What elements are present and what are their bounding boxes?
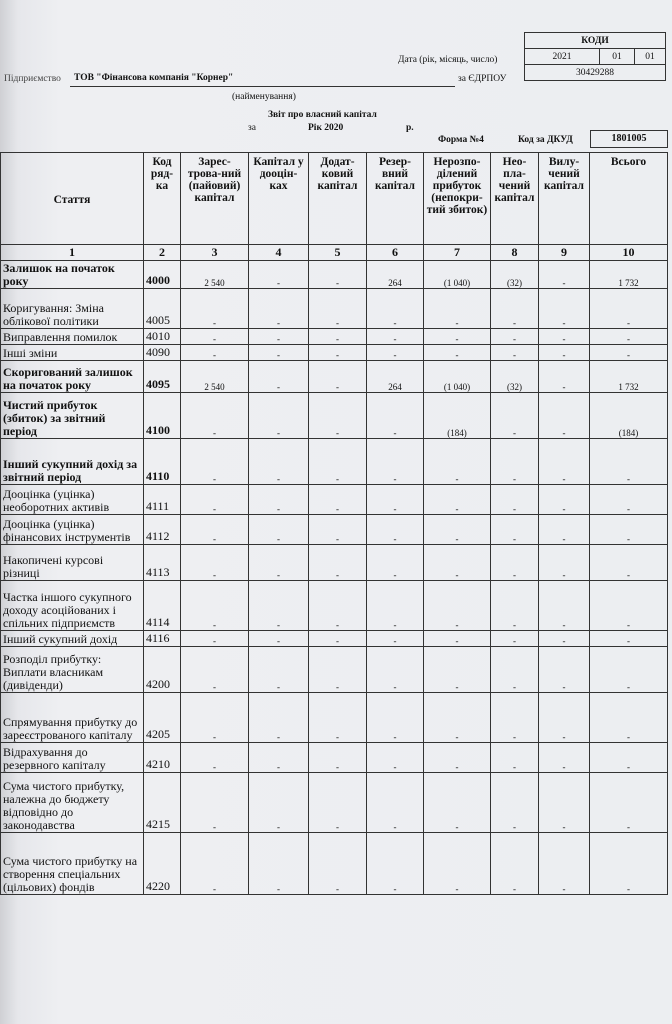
table-row — [1, 833, 668, 895]
value-cell: - — [590, 581, 668, 631]
table-row — [1, 743, 668, 773]
column-number: 1 — [1, 245, 144, 261]
table-row — [1, 631, 668, 647]
value-cell: - — [590, 515, 668, 545]
value-cell: - — [249, 329, 309, 345]
row-code: 4112 — [144, 515, 181, 545]
row-label: Сума чистого прибутку на створення спеціальних (цільових) фондів — [1, 833, 144, 895]
row-label: Накопичені курсові різниці — [1, 545, 144, 581]
row-code: 4220 — [144, 833, 181, 895]
value-cell: - — [309, 485, 367, 515]
value-cell: - — [539, 743, 590, 773]
value-cell: - — [424, 647, 491, 693]
date-day: 01 — [635, 49, 666, 65]
value-cell: - — [491, 631, 539, 647]
value-cell: - — [367, 289, 424, 329]
value-cell: - — [590, 647, 668, 693]
column-header: Додат-ковий капітал — [309, 153, 367, 245]
table-row — [1, 393, 668, 439]
period-prefix: за — [248, 123, 256, 133]
codes-box — [524, 32, 666, 81]
row-label: Виправлення помилок — [1, 329, 144, 345]
value-cell: (1 040) — [424, 361, 491, 393]
value-cell: - — [491, 515, 539, 545]
value-cell: - — [249, 647, 309, 693]
row-label: Дооцінка (уцінка) фінансових інструментів — [1, 515, 144, 545]
value-cell: - — [491, 485, 539, 515]
column-number: 8 — [491, 245, 539, 261]
value-cell: - — [539, 647, 590, 693]
value-cell: - — [249, 361, 309, 393]
value-cell: - — [491, 647, 539, 693]
value-cell: - — [309, 345, 367, 361]
row-code: 4116 — [144, 631, 181, 647]
column-header: Вилу-чений капітал — [539, 153, 590, 245]
column-number: 9 — [539, 245, 590, 261]
value-cell: - — [590, 345, 668, 361]
enterprise-label: Підприємство — [4, 74, 61, 84]
row-label: Інші зміни — [1, 345, 144, 361]
value-cell: (1 040) — [424, 261, 491, 289]
row-label: Сума чистого прибутку, належна до бюджету відповідно до законодавства — [1, 773, 144, 833]
table-body — [1, 261, 668, 895]
value-cell: - — [367, 393, 424, 439]
value-cell: - — [491, 545, 539, 581]
value-cell: - — [309, 289, 367, 329]
value-cell: - — [491, 345, 539, 361]
value-cell: - — [491, 743, 539, 773]
form-number: Форма №4 — [438, 135, 484, 145]
value-cell: - — [539, 773, 590, 833]
edrpou-label: за ЄДРПОУ — [458, 74, 507, 84]
value-cell: - — [367, 545, 424, 581]
table-row — [1, 439, 668, 485]
row-label: Відрахування до резервного капіталу — [1, 743, 144, 773]
value-cell: - — [539, 329, 590, 345]
value-cell: - — [249, 773, 309, 833]
value-cell: - — [249, 393, 309, 439]
table-row — [1, 773, 668, 833]
value-cell: - — [309, 647, 367, 693]
value-cell: - — [249, 515, 309, 545]
value-cell: - — [249, 581, 309, 631]
value-cell: - — [539, 631, 590, 647]
row-code: 4090 — [144, 345, 181, 361]
value-cell: - — [590, 631, 668, 647]
row-code: 4000 — [144, 261, 181, 289]
row-label: Розподіл прибутку: Виплати власникам (дивіденди) — [1, 647, 144, 693]
codes-title: КОДИ — [525, 33, 666, 49]
value-cell: 264 — [367, 361, 424, 393]
value-cell: - — [181, 345, 249, 361]
value-cell: - — [181, 773, 249, 833]
date-year: 2021 — [525, 49, 600, 65]
row-label: Спрямування прибутку до зареєстрованого капіталу — [1, 693, 144, 743]
value-cell: - — [491, 329, 539, 345]
value-cell: - — [367, 743, 424, 773]
row-label: Інший сукупний дохід за звітний період — [1, 439, 144, 485]
value-cell: - — [491, 289, 539, 329]
value-cell: (32) — [491, 361, 539, 393]
row-label: Інший сукупний дохід — [1, 631, 144, 647]
column-header: Код ряд-ка — [144, 153, 181, 245]
name-caption: (найменування) — [232, 92, 296, 102]
value-cell: - — [181, 393, 249, 439]
row-code: 4205 — [144, 693, 181, 743]
column-header: Зарес-трова-ний (пайовий) капітал — [181, 153, 249, 245]
row-code: 4111 — [144, 485, 181, 515]
value-cell: - — [309, 361, 367, 393]
value-cell: - — [590, 833, 668, 895]
value-cell: - — [424, 329, 491, 345]
value-cell: - — [424, 743, 491, 773]
column-number: 4 — [249, 245, 309, 261]
value-cell: - — [539, 361, 590, 393]
value-cell: - — [539, 693, 590, 743]
value-cell: - — [181, 631, 249, 647]
row-label: Частка іншого сукупного доходу асоційованих і спільних підприємств — [1, 581, 144, 631]
value-cell: - — [249, 439, 309, 485]
value-cell: 264 — [367, 261, 424, 289]
row-label: Коригування: Зміна облікової політики — [1, 289, 144, 329]
column-number: 10 — [590, 245, 668, 261]
value-cell: - — [309, 773, 367, 833]
value-cell: - — [539, 581, 590, 631]
row-code: 4215 — [144, 773, 181, 833]
value-cell: - — [424, 289, 491, 329]
value-cell: - — [309, 329, 367, 345]
value-cell: - — [309, 833, 367, 895]
period-suffix: р. — [406, 123, 414, 133]
value-cell: - — [367, 647, 424, 693]
value-cell: - — [424, 485, 491, 515]
value-cell: - — [424, 773, 491, 833]
value-cell: - — [539, 261, 590, 289]
value-cell: - — [249, 545, 309, 581]
table-row — [1, 261, 668, 289]
value-cell: - — [590, 289, 668, 329]
row-code: 4100 — [144, 393, 181, 439]
value-cell: - — [309, 261, 367, 289]
value-cell: - — [424, 581, 491, 631]
table-row — [1, 485, 668, 515]
row-label: Чистий прибуток (збиток) за звітний період — [1, 393, 144, 439]
value-cell: - — [491, 393, 539, 439]
value-cell: - — [424, 345, 491, 361]
column-header: Резер-вний капітал — [367, 153, 424, 245]
table-row — [1, 289, 668, 329]
value-cell: - — [367, 833, 424, 895]
value-cell: - — [424, 439, 491, 485]
column-number: 6 — [367, 245, 424, 261]
value-cell: - — [181, 439, 249, 485]
column-header: Всього — [590, 153, 668, 245]
value-cell: - — [181, 289, 249, 329]
value-cell: - — [539, 545, 590, 581]
value-cell: - — [181, 693, 249, 743]
value-cell: - — [539, 833, 590, 895]
value-cell: - — [249, 631, 309, 647]
value-cell: - — [590, 545, 668, 581]
value-cell: - — [367, 515, 424, 545]
equity-table — [0, 152, 668, 895]
table-row — [1, 693, 668, 743]
row-code: 4113 — [144, 545, 181, 581]
column-number: 3 — [181, 245, 249, 261]
value-cell: - — [181, 833, 249, 895]
column-number: 5 — [309, 245, 367, 261]
value-cell: - — [181, 581, 249, 631]
column-header: Стаття — [1, 153, 144, 245]
value-cell: - — [249, 485, 309, 515]
dkud-code: 1801005 — [590, 130, 668, 148]
row-code: 4200 — [144, 647, 181, 693]
value-cell: - — [590, 693, 668, 743]
value-cell: - — [367, 439, 424, 485]
column-header: Нерозпо-ділений прибуток (непокри-тий збиток) — [424, 153, 491, 245]
report-title: Звіт про власний капітал — [268, 110, 377, 120]
value-cell: - — [181, 329, 249, 345]
value-cell: (184) — [424, 393, 491, 439]
value-cell: - — [309, 393, 367, 439]
value-cell: - — [367, 631, 424, 647]
table-row — [1, 581, 668, 631]
value-cell: - — [309, 743, 367, 773]
value-cell: - — [424, 833, 491, 895]
value-cell: - — [181, 647, 249, 693]
value-cell: - — [590, 329, 668, 345]
value-cell: - — [539, 289, 590, 329]
row-label: Дооцінка (уцінка) необоротних активів — [1, 485, 144, 515]
value-cell: - — [367, 581, 424, 631]
value-cell: - — [309, 581, 367, 631]
value-cell: - — [309, 693, 367, 743]
enterprise-underline — [70, 86, 455, 87]
value-cell: 1 732 — [590, 361, 668, 393]
value-cell: - — [424, 515, 491, 545]
value-cell: 2 540 — [181, 361, 249, 393]
value-cell: - — [424, 693, 491, 743]
edrpou-code: 30429288 — [525, 65, 666, 81]
value-cell: - — [491, 833, 539, 895]
value-cell: - — [590, 439, 668, 485]
enterprise-name: ТОВ "Фінансова компанія "Корнер" — [74, 73, 234, 83]
value-cell: - — [367, 345, 424, 361]
date-label: Дата (рік, місяць, число) — [398, 55, 498, 65]
value-cell: - — [539, 345, 590, 361]
row-code: 4210 — [144, 743, 181, 773]
value-cell: - — [249, 261, 309, 289]
value-cell: (32) — [491, 261, 539, 289]
dkud-label: Код за ДКУД — [518, 135, 573, 145]
value-cell: - — [539, 439, 590, 485]
table-row — [1, 345, 668, 361]
value-cell: 1 732 — [590, 261, 668, 289]
value-cell: - — [539, 515, 590, 545]
value-cell: - — [590, 743, 668, 773]
value-cell: - — [249, 289, 309, 329]
value-cell: - — [491, 581, 539, 631]
column-header: Капітал у дооцін-ках — [249, 153, 309, 245]
value-cell: - — [367, 693, 424, 743]
value-cell: - — [491, 693, 539, 743]
row-code: 4114 — [144, 581, 181, 631]
value-cell: - — [249, 345, 309, 361]
value-cell: - — [367, 329, 424, 345]
value-cell: - — [181, 515, 249, 545]
table-row — [1, 647, 668, 693]
value-cell: - — [590, 485, 668, 515]
row-code: 4110 — [144, 439, 181, 485]
value-cell: (184) — [590, 393, 668, 439]
column-number: 7 — [424, 245, 491, 261]
value-cell: - — [424, 631, 491, 647]
row-label: Скоригований залишок на початок року — [1, 361, 144, 393]
column-header: Нео-пла-чений капітал — [491, 153, 539, 245]
value-cell: - — [309, 631, 367, 647]
value-cell: - — [424, 545, 491, 581]
value-cell: - — [309, 515, 367, 545]
report-period: Рік 2020 — [308, 123, 344, 133]
value-cell: - — [491, 773, 539, 833]
table-row — [1, 361, 668, 393]
value-cell: - — [181, 545, 249, 581]
row-code: 4095 — [144, 361, 181, 393]
value-cell: - — [491, 439, 539, 485]
date-month: 01 — [600, 49, 635, 65]
value-cell: - — [367, 485, 424, 515]
value-cell: - — [249, 693, 309, 743]
row-code: 4010 — [144, 329, 181, 345]
value-cell: 2 540 — [181, 261, 249, 289]
value-cell: - — [539, 485, 590, 515]
value-cell: - — [249, 833, 309, 895]
value-cell: - — [539, 393, 590, 439]
column-number: 2 — [144, 245, 181, 261]
row-code: 4005 — [144, 289, 181, 329]
value-cell: - — [309, 545, 367, 581]
value-cell: - — [249, 743, 309, 773]
value-cell: - — [590, 773, 668, 833]
row-label: Залишок на початок року — [1, 261, 144, 289]
value-cell: - — [309, 439, 367, 485]
value-cell: - — [181, 485, 249, 515]
value-cell: - — [367, 773, 424, 833]
table-row — [1, 545, 668, 581]
table-row — [1, 515, 668, 545]
value-cell: - — [181, 743, 249, 773]
table-row — [1, 329, 668, 345]
